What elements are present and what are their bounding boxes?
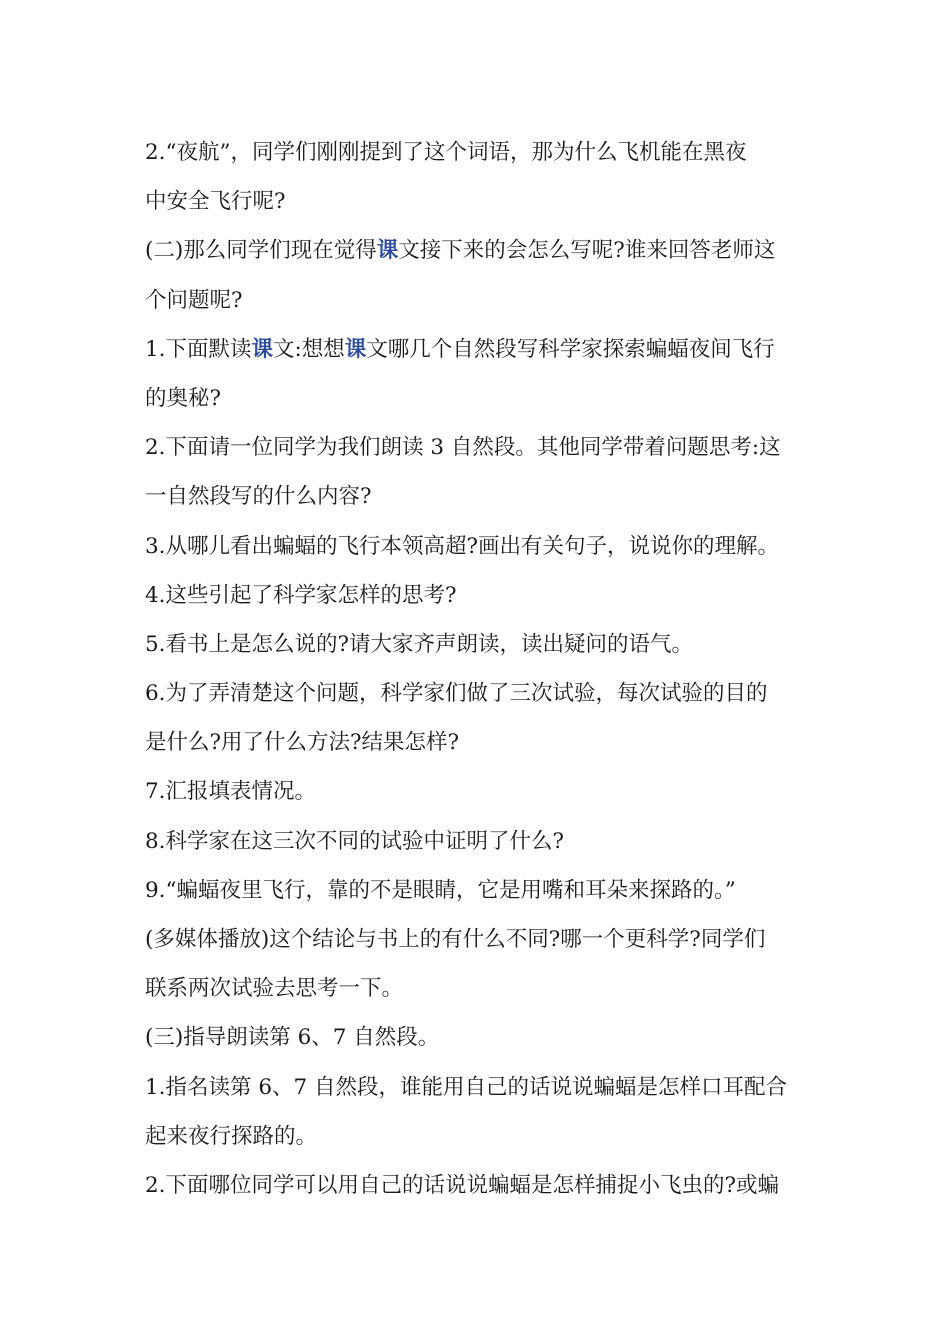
text-line <box>145 1013 810 1062</box>
text-line <box>145 1112 810 1161</box>
text-line <box>145 325 810 374</box>
text-line <box>145 866 810 915</box>
text-line <box>145 522 810 571</box>
text-segment: 是什么?用了什么方法?结果怎样? <box>145 730 460 756</box>
text-segment: 5.看书上是怎么说的?请大家齐声朗读，读出疑问的语气。 <box>145 631 694 657</box>
text-segment: 4.这些引起了科学家怎样的思考? <box>145 582 457 608</box>
text-segment: 6.为了弄清楚这个问题，科学家们做了三次试验，每次试验的目的 <box>145 681 768 707</box>
text-segment: 8.科学家在这三次不同的试验中证明了什么? <box>145 828 565 854</box>
text-line <box>145 128 810 177</box>
text-segment: 1.下面默读 <box>145 336 252 362</box>
text-line <box>145 915 810 964</box>
text-segment: 的奥秘? <box>145 385 222 411</box>
text-segment: 文:想想 <box>273 336 345 362</box>
text-segment: 9.“蝙蝠夜里飞行，靠的不是眼睛，它是用嘴和耳朵来探路的。” <box>145 877 736 903</box>
text-line <box>145 669 810 718</box>
text-segment: 个问题呢? <box>145 287 243 313</box>
text-segment: 文接下来的会怎么写呢?谁来回答老师这 <box>398 238 776 264</box>
text-line <box>145 767 810 816</box>
text-line <box>145 374 810 423</box>
text-line <box>145 1063 810 1112</box>
text-segment: 文哪几个自然段写科学家探索蝙蝠夜间飞行 <box>366 336 775 362</box>
highlighted-word: 课 <box>376 238 399 264</box>
text-line <box>145 226 810 275</box>
text-segment: 3.从哪儿看出蝙蝠的飞行本领高超?画出有关句子，说说你的理解。 <box>145 533 780 559</box>
text-line <box>145 1161 810 1210</box>
text-line <box>145 817 810 866</box>
text-segment: 2.“夜航”，同学们刚刚提到了这个词语，那为什么飞机能在黑夜 <box>145 140 747 165</box>
text-line <box>145 276 810 325</box>
text-segment: 7.汇报填表情况。 <box>145 779 317 805</box>
text-segment: 2.下面哪位同学可以用自己的话说说蝙蝠是怎样捕捉小飞虫的?或蝙 <box>145 1172 780 1198</box>
text-line <box>145 964 810 1013</box>
text-line <box>145 472 810 521</box>
text-segment: 1.指名读第 6、7 自然段，谁能用自己的话说说蝙蝠是怎样口耳配合 <box>145 1074 788 1100</box>
text-segment: 中安全飞行呢? <box>145 189 286 215</box>
text-line <box>145 571 810 620</box>
text-segment: (三)指导朗读第 6、7 自然段。 <box>145 1025 440 1051</box>
text-line <box>145 423 810 472</box>
text-segment: (二)那么同学们现在觉得 <box>145 238 377 264</box>
highlighted-word: 课 <box>344 336 367 362</box>
text-segment: 起来夜行探路的。 <box>145 1123 318 1149</box>
text-segment: (多媒体播放)这个结论与书上的有什么不同?哪一个更科学?同学们 <box>145 927 766 952</box>
text-segment: 联系两次试验去思考一下。 <box>145 976 404 1002</box>
text-line <box>145 620 810 669</box>
text-line <box>145 177 810 226</box>
document-body <box>145 128 810 1210</box>
text-segment: 2.下面请一位同学为我们朗读 3 自然段。其他同学带着问题思考:这 <box>145 435 781 461</box>
text-segment: 一自然段写的什么内容? <box>145 484 372 510</box>
highlighted-word: 课 <box>251 336 274 362</box>
text-line <box>145 718 810 767</box>
